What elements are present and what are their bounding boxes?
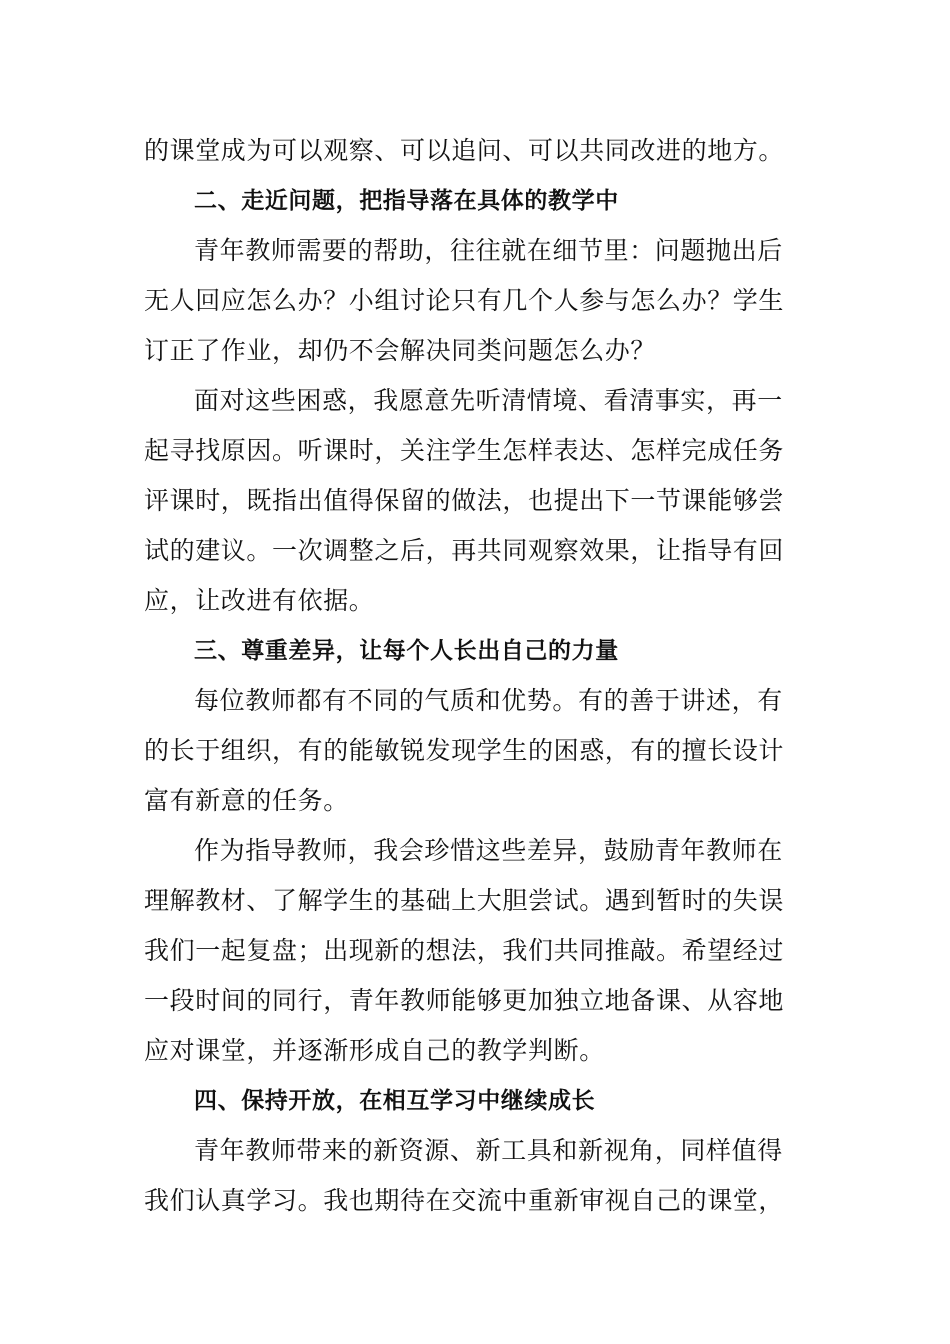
paragraph-line: 一段时间的同行，青年教师能够更加独立地备课、从容地 bbox=[144, 986, 785, 1015]
paragraph-line: 青年教师带来的新资源、新工具和新视角，同样值得 bbox=[194, 1136, 783, 1165]
paragraph-line: 理解教材、了解学生的基础上大胆尝试。遇到暂时的失误 bbox=[144, 886, 785, 915]
paragraph-line: 起寻找原因。听课时，关注学生怎样表达、怎样完成任务 bbox=[144, 436, 785, 465]
paragraph-line: 的课堂成为可以观察、可以追问、可以共同改进的地方。 bbox=[144, 136, 785, 165]
paragraph-line: 富有新意的任务。 bbox=[144, 786, 349, 815]
paragraph-line: 评课时，既指出值得保留的做法，也提出下一节课能够尝 bbox=[144, 486, 785, 515]
paragraph-line: 青年教师需要的帮助，往往就在细节里：问题抛出后 bbox=[194, 236, 783, 265]
paragraph-line: 订正了作业，却仍不会解决同类问题怎么办？ bbox=[144, 336, 657, 365]
section-heading-4: 四、保持开放，在相互学习中继续成长 bbox=[194, 1088, 596, 1114]
paragraph-line: 面对这些困惑，我愿意先听清情境、看清事实，再一 bbox=[194, 386, 783, 415]
paragraph-line: 应，让改进有依据。 bbox=[144, 586, 375, 615]
paragraph-line: 我们一起复盘；出现新的想法，我们共同推敲。希望经过 bbox=[144, 936, 785, 965]
paragraph-line: 作为指导教师，我会珍惜这些差异，鼓励青年教师在 bbox=[194, 836, 783, 865]
paragraph-line: 应对课堂，并逐渐形成自己的教学判断。 bbox=[144, 1036, 605, 1065]
section-heading-3: 三、尊重差异，让每个人长出自己的力量 bbox=[194, 638, 619, 664]
section-heading-2: 二、走近问题，把指导落在具体的教学中 bbox=[194, 188, 619, 214]
paragraph-line: 的长于组织，有的能敏锐发现学生的困惑，有的擅长设计 bbox=[144, 736, 785, 765]
paragraph-line: 试的建议。一次调整之后，再共同观察效果，让指导有回 bbox=[144, 536, 785, 565]
paragraph-line: 每位教师都有不同的气质和优势。有的善于讲述，有 bbox=[194, 686, 783, 715]
paragraph-line: 无人回应怎么办？小组讨论只有几个人参与怎么办？学生 bbox=[144, 286, 785, 315]
paragraph-line: 我们认真学习。我也期待在交流中重新审视自己的课堂， bbox=[144, 1186, 785, 1215]
